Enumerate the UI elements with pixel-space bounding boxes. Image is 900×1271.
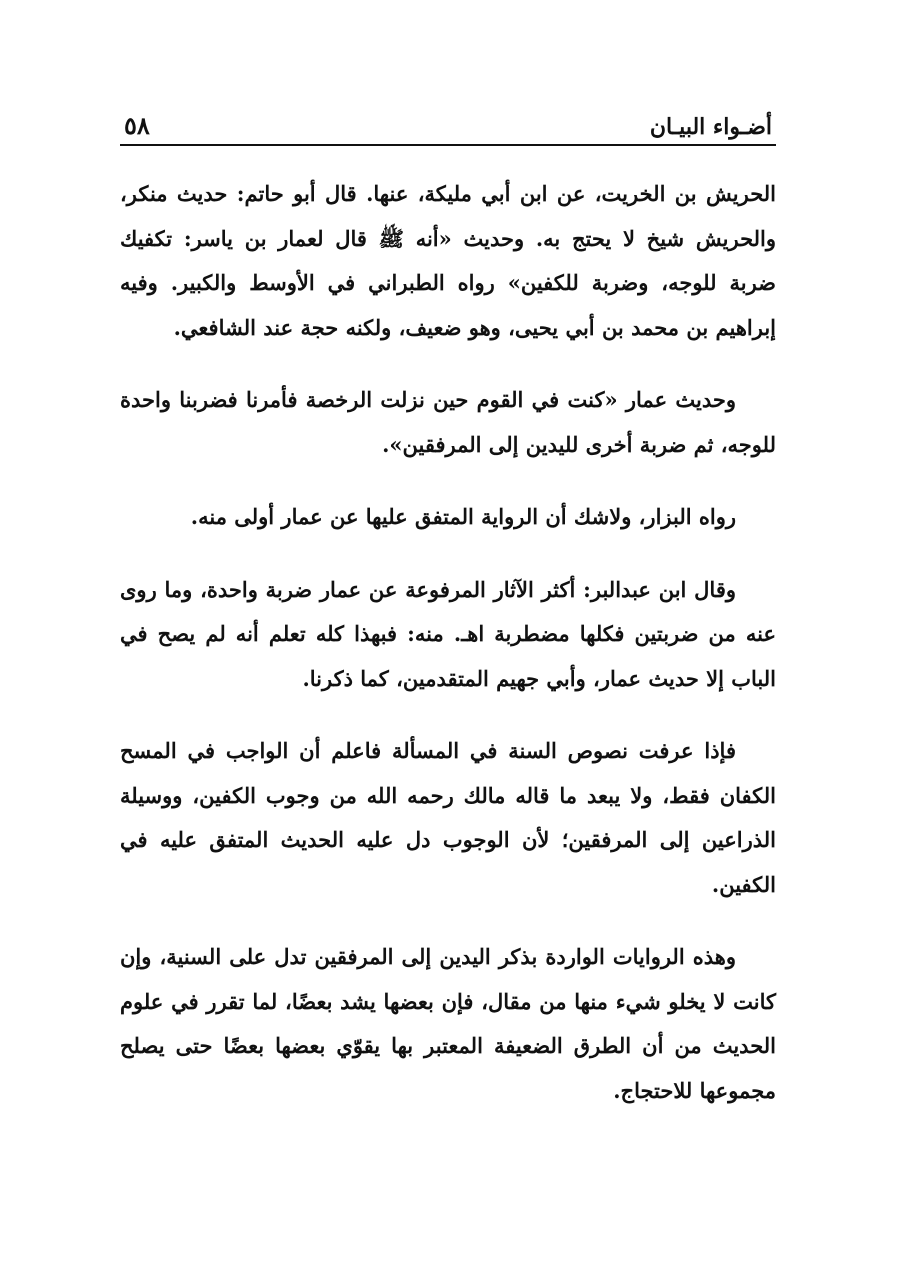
page-header <box>120 100 776 146</box>
running-title: أضـواء البيـان <box>649 114 772 140</box>
paragraph-5: فإذا عرفت نصوص السنة في المسألة فاعلم أن الواجب في المسح الكفان فقط، ولا يبعد ما قاله مالك رحمه الله من وجوب الكفين، ووسيلة الذراعين إلى المرفقين؛ لأن الوجوب دل عليه الحديث المتفق عليه في الكفين. <box>120 738 776 897</box>
paragraph-6: وهذه الروايات الواردة بذكر اليدين إلى المرفقين تدل على السنية، وإن كانت لا يخلو شيء منها من مقال، فإن بعضها يشد بعضًا، لما تقرر في علوم الحديث من أن الطرق الضعيفة المعتبر بها يقوّي بعضها بعضًا حتى يصلح مجموعها للاحتجاج. <box>120 944 776 1103</box>
paragraph-3: رواه البزار، ولاشك أن الرواية المتفق عليها عن عمار أولى منه. <box>190 504 736 529</box>
paragraph-4: وقال ابن عبدالبر: أكثر الآثار المرفوعة عن عمار ضربة واحدة، وما روى عنه من ضربتين فكلها مضطربة اهـ. منه: فبهذا كله تعلم أنه لم يصح في الباب إلا حديث عمار، وأبي جهيم المتقدمين، كما ذكرنا. <box>120 576 776 691</box>
page-number: ٥٨ <box>124 111 150 140</box>
page-body <box>120 172 776 1113</box>
paragraph-2: وحديث عمار «كنت في القوم حين نزلت الرخصة فأمرنا فضربنا واحدة للوجه، ثم ضربة أخرى لليدين إلى المرفقين». <box>120 387 776 457</box>
paragraph-1: الحريش بن الخريت، عن ابن أبي مليكة، عنها. قال أبو حاتم: حديث منكر، والحريش شيخ لا يحتج به. وحديث «أنه ﷺ قال لعمار بن ياسر: تكفيك ضربة للوجه، وضربة للكفين» رواه الطبراني في الأوسط والكبير. وفيه إبراهيم بن محمد بن أبي يحيى، وهو ضعيف، ولكنه حجة عند الشافعي. <box>120 181 776 340</box>
book-page <box>120 100 776 1141</box>
